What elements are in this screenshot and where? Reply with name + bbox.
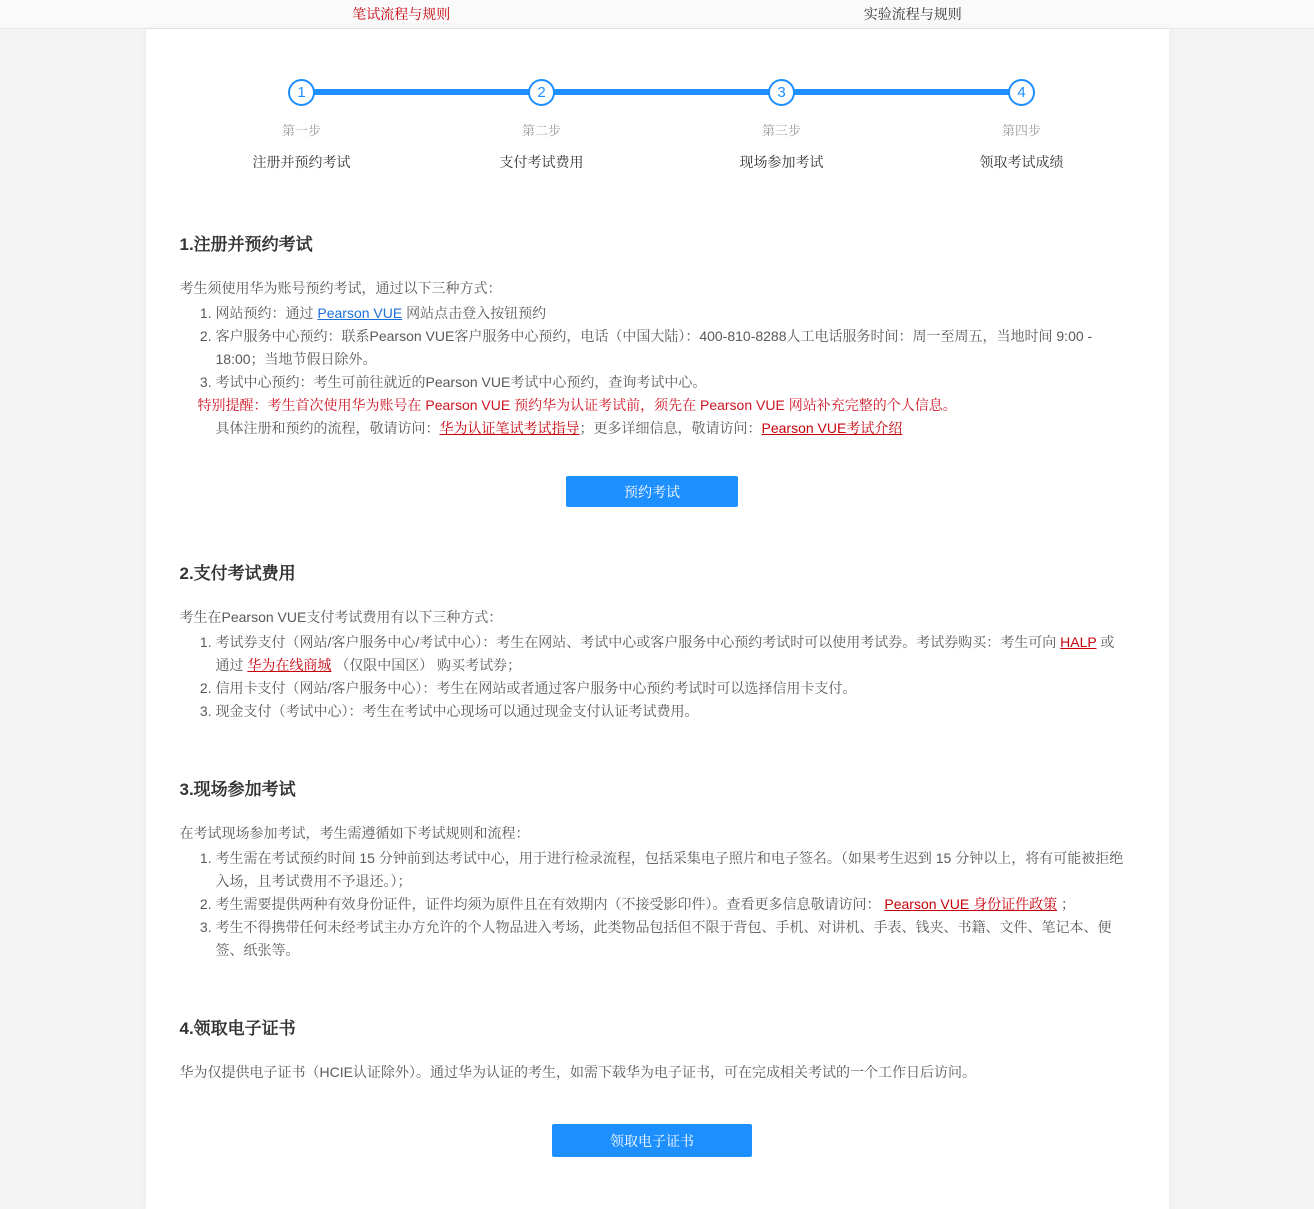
halp-link[interactable]: HALP — [1060, 634, 1097, 650]
special-reminder-text: 特别提醒：考生首次使用华为账号在 Pearson VUE 预约华为认证考试前，须先在 Pearson VUE 网站补充完整的个人信息。 — [197, 397, 957, 413]
item-text: 考试券支付（网站/客户服务中心/考试中心）：考生在网站、考试中心或客户服务中心预约考试时可以使用考试券。考试券购买：考生可向 — [215, 634, 1061, 650]
section-1-list — [180, 302, 1125, 394]
tab-group — [146, 0, 1169, 28]
huawei-online-store-link[interactable]: 华为在线商城 — [247, 657, 332, 673]
section-3-intro: 在考试现场参加考试，考生需遵循如下考试规则和流程： — [179, 825, 530, 841]
step-4-circle: 4 — [1008, 79, 1035, 106]
step-1 — [192, 79, 412, 172]
item-text: 网站点击登入按钮预约 — [402, 305, 547, 321]
item-text: 或通过 — [215, 634, 1115, 673]
list-item: 3. 考试中心预约：考生可前往就近的Pearson VUE考试中心预约，查询考试中心。 — [216, 371, 1125, 394]
step-4-name: 领取考试成绩 — [979, 154, 1064, 170]
step-2 — [432, 79, 652, 172]
list-item: 2. 客户服务中心预约：联系Pearson VUE客户服务中心预约，电话（中国大陆）：400-810-8288人工电话服务时间：周一至周五，当地时间 9:00 - 18:00；当地节假日除外。 — [216, 325, 1125, 371]
step-4-label: 第四步 — [1001, 123, 1041, 138]
section-2-heading: 2.支付考试费用 — [179, 564, 296, 583]
list-item: 2. 信用卡支付（网站/客户服务中心）：考生在网站或者通过客户服务中心预约考试时可以选择信用卡支付。 — [216, 677, 1125, 700]
section-4-intro: 华为仅提供电子证书（HCIE认证除外）。通过华为认证的考生，如需下载华为电子证书，可在完成相关考试的一个工作日后访问。 — [179, 1064, 976, 1080]
step-1-circle: 1 — [288, 79, 315, 106]
step-2-circle: 2 — [528, 79, 555, 106]
section-3-heading: 3.现场参加考试 — [179, 780, 296, 799]
step-1-name: 注册并预约考试 — [252, 154, 351, 170]
tab-written-exam-rules[interactable]: 笔试流程与规则 — [352, 6, 451, 22]
section-2-list — [180, 631, 1125, 723]
list-item — [216, 893, 1125, 916]
step-3-label: 第三步 — [761, 123, 801, 138]
step-4 — [912, 79, 1132, 172]
step-2-label: 第二步 — [521, 123, 561, 138]
list-item — [216, 631, 1125, 677]
section-1-intro: 考生须使用华为账号预约考试，通过以下三种方式： — [179, 280, 502, 296]
sections-container — [146, 230, 1169, 1157]
item-text: （仅限中国区） 购买考试券； — [331, 657, 522, 673]
list-item: 1. 考生需在考试预约时间 15 分钟前到达考试中心，用于进行检录流程，包括采集电子照片和电子签名。（如果考生迟到 15 分钟以上，将有可能被拒绝入场，且考试费用不予退还。）； — [216, 847, 1125, 893]
list-item: 3. 现金支付（考试中心）：考生在考试中心现场可以通过现金支付认证考试费用。 — [216, 700, 1125, 723]
list-item — [216, 302, 1125, 325]
section-2-intro: 考生在Pearson VUE支付考试费用有以下三种方式： — [179, 609, 503, 625]
item-text: ； — [1057, 896, 1075, 912]
item-text: 网站预约：通过 — [215, 305, 318, 321]
pearson-vue-exam-intro-link[interactable]: Pearson VUE考试介绍 — [761, 420, 903, 436]
section-4-heading: 4.领取电子证书 — [179, 1019, 296, 1038]
id-policy-link[interactable]: Pearson VUE 身份证件政策 — [884, 896, 1058, 912]
tab-lab-exam-rules[interactable]: 实验流程与规则 — [863, 6, 962, 22]
step-3-name: 现场参加考试 — [739, 154, 824, 170]
item-text: 考生需要提供两种有效身份证件，证件均须为原件且在有效期内（不接受影印件）。查看更多信息敬请访问： — [215, 896, 885, 912]
get-ecertificate-button[interactable]: 领取电子证书 — [552, 1124, 752, 1157]
content-card — [146, 29, 1169, 1209]
book-exam-button[interactable]: 预约考试 — [566, 476, 738, 507]
written-exam-guide-link[interactable]: 华为认证笔试考试指导 — [439, 420, 580, 436]
section-1-heading: 1.注册并预约考试 — [179, 235, 313, 254]
step-1-label: 第一步 — [281, 123, 321, 138]
step-3-circle: 3 — [768, 79, 795, 106]
pearson-vue-link[interactable]: Pearson VUE — [317, 305, 403, 321]
list-item: 3. 考生不得携带任何未经考试主办方允许的个人物品进入考场，此类物品包括但不限于背包、手机、对讲机、手表、钱夹、书籍、文件、笔记本、便签、纸张等。 — [216, 916, 1125, 962]
section-3-list — [180, 847, 1125, 962]
registration-guide-line — [216, 417, 1125, 440]
notice-text: 具体注册和预约的流程，敬请访问： — [215, 420, 440, 436]
step-2-name: 支付考试费用 — [499, 154, 584, 170]
top-tab-bar — [0, 0, 1314, 29]
exam-process-stepper — [146, 29, 1169, 174]
notice-text: ；更多详细信息，敬请访问： — [579, 420, 762, 436]
step-3 — [672, 79, 892, 172]
